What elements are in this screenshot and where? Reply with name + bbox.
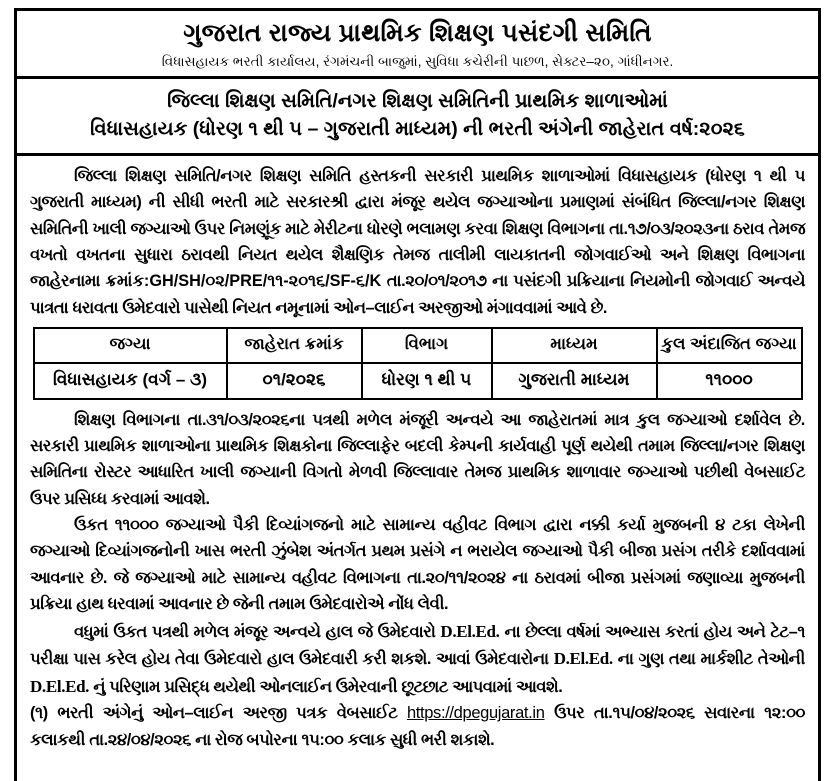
document-body [17,156,818,754]
paragraph-4-text-b: ના છેલ્લા વર્ષમાં અભ્યાસ કરતાં હોય અને ટેટ–૧ પરીક્ષા પાસ કરેલ હોય તેવા ઉમેદવારો હાલ ઉમેદવારી કરી શકશે. આવાં ઉમેદવારોના [30,622,805,669]
advertisement-title-line-2: વિધાસહાયક (ધોરણ ૧ થી ૫ – ગુજરાતી માધ્યમ) ની ભરતી અંગેની જાહેરાત વર્ષ:૨૦૨૬ [90,118,745,141]
paragraph-4-text-c: ના ગુણ તથા માર્કશીટ તેઓની [612,650,805,669]
paragraph-disabled-quota: ઉકત ૧૧૦૦૦ જગ્યાઓ પૈકી દિવ્યાંગજનો માટે સામાન્ય વહીવટ વિભાગ દ્વારા નક્કી કર્યા મુજબની ૪ ટકા લેખેની જગ્યાઓ દિવ્યાંગજનોની ખાસ ભરતી ઝુંબેશ અંતર્ગત પ્રથમ પ્રસંગે ન ભરાયેલ જગ્યાઓ પૈકી બીજા પ્રસંગ તરીકે દર્શાવવામાં આવનાર છે. જે જગ્યાઓ માટે સામાન્ય વહીવટ વિભાગના તા.૨૦/૧૧/૨૦૨૪ ના ઠરાવમાં બીજા પ્રસંગમાં જણાવ્યા મુજબની પ્રક્રિયા હાથ ધરવામાં આવનાર છે જેની તમામ ઉમેદવારોએ નોંધ લેવી. [30,516,805,614]
paragraph-4-text-d: નું પરિણામ પ્રસિદ્ધ થયેથી ઓનલાઈન ઉમેરવાની છૂટછાટ આપવામાં આવશે. [89,677,563,696]
table-header-medium: માધ્યમ [492,328,657,362]
vacancy-table-wrapper [30,321,805,406]
document-frame [14,8,821,781]
table-cell-advt-number: ૦૧/૨૦૨૬ [227,363,362,399]
application-website-link[interactable]: https://dpegujarat.in [406,704,545,723]
deled-qualification-1: D.El.Ed. [440,621,500,641]
table-cell-total-posts: ૧૧૦૦૦ [657,363,802,399]
paragraph-1-text-a: જિલ્લા શિક્ષણ સમિતિ/નગર શિક્ષણ સમિતિ હસ્તકની સરકારી પ્રાથમિક શાળાઓમાં વિધાસહાયક (ધોરણ ૧ થી ૫ ગુજરાતી માધ્યમ) ની સીધી ભરતી માટે સરકારશ્રી દ્વારા મંજૂર થયેલ જગ્યાઓના પ્રમાણમાં સંબંધિત જિલ્લા/નગર શિક્ષણ સમિતિની ખાલી જગ્યાઓ ઉપર નિમણૂંક માટે મેરીટના ધોરણે ભલામણ કરવા શિક્ષણ વિભાગના તા.૧૭/૦૩/૨૦૨૩ના ઠરાવ તેમજ વખતો વખતના સુધારા ઠરાવથી નિયત થયેલ શૈક્ષણિક તેમજ તાલીમી લાયકાતની જોગવાઈઓ અને શિક્ષણ વિભાગના જાહેરનામા [30,166,805,291]
advertisement-title-block [17,79,818,156]
paragraph-5-text-b: ઉપર તા.૧૫/૦૪/૨૦૨૬ સવારના ૧૨:૦૦ કલાકથી તા.૨૪/૦૪/૨૦૨૬ ના રોજ બપોરના ૧૫:૦૦ કલાક સુધી ભરી શકાશે. [30,704,805,749]
advertisement-title-line-1: જિલ્લા શિક્ષણ સમિતિ/નગર શિક્ષણ સમિતિની પ્રાથમિક શાળાઓમાં [167,90,668,113]
organization-name: ગુજરાત રાજ્ય પ્રાથમિક શિક્ષણ પસંદગી સમિતિ [183,19,652,47]
table-header-post: જગ્યા [34,328,227,362]
table-row [34,363,802,399]
document-header [17,11,818,79]
deled-qualification-2: D.El.Ed. [553,649,613,669]
notification-number: ક્રમાંક:GH/SH/૦૨/PRE/૧૧-૨૦૧૬/SF-૬/K [105,272,382,291]
table-header-advt-number: જાહેરાત ક્રમાંક [227,328,362,362]
organization-address: વિધાસહાયક ભરતી કાર્યાલય, રંગમંચની બાજુમાં, સુવિધા કચેરીની પાછળ, સેક્ટર–૨૦, ગાંધીનગર. [161,54,674,69]
paragraph-eligibility-rules [30,163,805,321]
paragraph-1-text-b: તા.૨૦/૦૧/૨૦૧૭ ના પસંદગી પ્રક્રિયાના નિયમોની જોગવાઈ અન્વયે પાત્રતા ધરાવતા ઉમેદવારો પાસેથી નિયત નમૂનામાં ઓન–લાઈન અરજીઓ મંગાવવામાં આવે છે. [30,272,805,317]
table-header-row [34,328,802,362]
paragraph-total-posts-approval: શિક્ષણ વિભાગના તા.૩૧/૦૩/૨૦૨૬ના પત્રથી મળેલ મંજૂરી અન્વયે આ જાહેરાતમાં માત્ર કુલ જગ્યાઓ દર્શાવેલ છે. સરકારી પ્રાથમિક શાળાઓના પ્રાથમિક શિક્ષકોના જિલ્લાફેર બદલી કેમ્પની કાર્યવાહી પૂર્ણ થયેથી તમામ જિલ્લા/નગર શિક્ષણ સમિતિના રોસ્ટર આધારિત ખાલી જગ્યાની વિગતો મેળવી જિલ્લાવાર તેમજ પ્રાથમિક શાળાવાર જગ્યાઓ પછીથી વેબસાઈટ ઉપર પ્રસિધ્ધ કરવામાં આવશે. [30,410,805,508]
vacancy-table [33,327,803,399]
paragraph-deled-candidates [30,618,805,701]
table-cell-post: વિધાસહાયક (વર્ગ – ૩) [34,363,227,399]
table-header-division: વિભાગ [362,328,492,362]
table-header-total-posts: કુલ અંદાજિત જગ્યા [657,328,802,362]
table-cell-division: ધોરણ ૧ થી ૫ [362,363,492,399]
paragraph-5-text-a: (૧) ભરતી અંગેનું ઓન–લાઈન અરજી પત્રક વેબસાઈટ [30,704,407,723]
table-cell-medium: ગુજરાતી માધ્યમ [492,363,657,399]
deled-qualification-3: D.El.Ed. [30,676,90,696]
paragraph-4-text-a: વધુમાં ઉકત પત્રથી મળેલ મંજૂર અન્વયે હાલ જે ઉમેદવારો [74,622,441,641]
paragraph-online-application-dates [30,700,805,753]
